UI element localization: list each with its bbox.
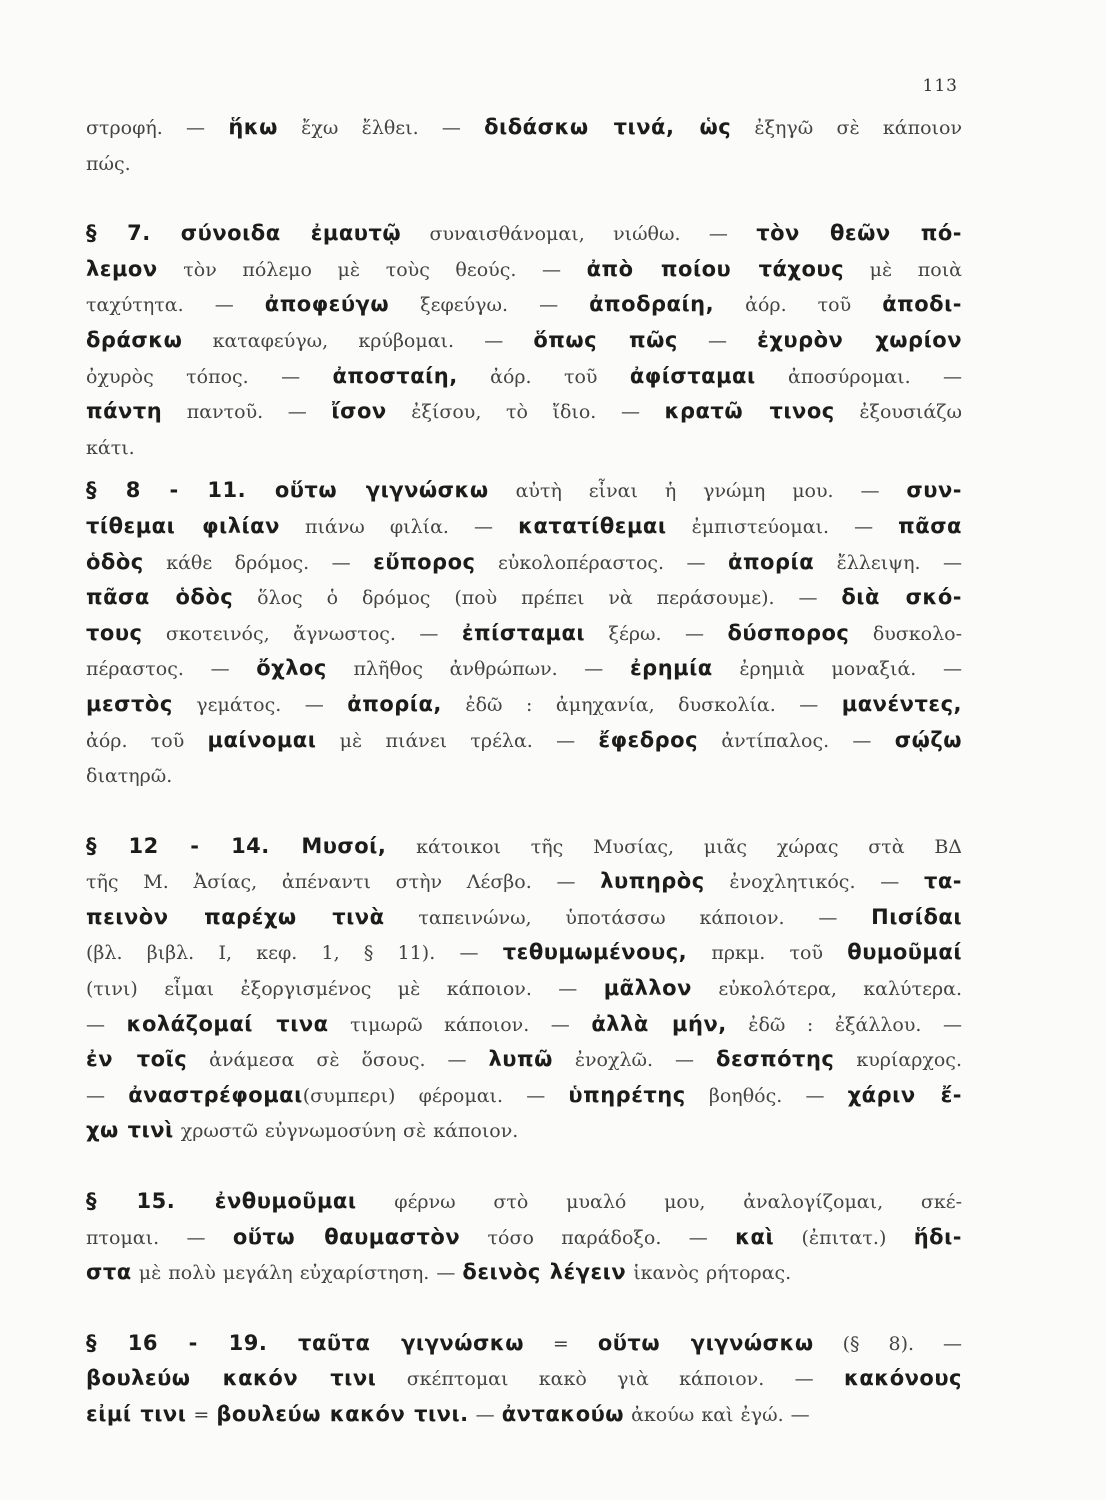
headword: ἴσον — [331, 399, 387, 424]
text-line — [86, 1042, 962, 1078]
definition-text: ξεφεύγω. — — [389, 294, 590, 317]
definition-text: ἐδῶ : ἐξάλλου. — — [726, 1013, 962, 1036]
definition-text: μὲ ποιὰ — [844, 258, 962, 281]
text-line — [86, 580, 962, 616]
headword: § 12 - 14. Μυσοί, — [86, 833, 387, 858]
text-line — [86, 146, 962, 182]
definition-text: μὲ πολὺ μεγάλη εὐχαρίστηση. — — [131, 1262, 463, 1285]
definition-text: ἐδῶ : ἀμηχανία, δυσκολία. — — [441, 693, 842, 716]
text-line — [86, 935, 962, 971]
definition-text: δυσκολο- — [849, 622, 962, 645]
headword: πᾶσα — [898, 513, 962, 538]
headword: ὑπηρέτης — [568, 1082, 686, 1107]
text-line — [86, 758, 962, 794]
definition-text: (ἐπιτατ.) — [774, 1226, 914, 1249]
definition-text: εὐκολότερα, καλύτερα. — [691, 978, 963, 1001]
definition-text: — — [468, 1404, 502, 1426]
text-line — [86, 545, 962, 581]
headword: κρατῶ τινος — [664, 399, 835, 424]
definition-text: φέρνω στὸ μυαλό μου, ἀναλογίζομαι, σκέ- — [356, 1191, 962, 1214]
definition-text: παντοῦ. — — [162, 401, 332, 424]
headword: οὕτω θαυμαστὸν — [232, 1224, 461, 1249]
paragraph-gap — [86, 794, 962, 829]
headword: τεθυμωμένους, — [502, 940, 688, 965]
headword: ἐν τοῖς — [86, 1047, 188, 1072]
definition-text: = — [523, 1332, 598, 1355]
headword: ἀποδι- — [882, 292, 962, 317]
definition-text: τῆς Μ. Ἀσίας, ἀπέναντι στὴν Λέσβο. — — [86, 871, 601, 894]
headword: συν- — [906, 478, 962, 503]
definition-text: ἐνοχλῶ. — — [552, 1049, 717, 1072]
definition-text: διατηρῶ. — [86, 765, 173, 788]
text-line — [86, 1361, 962, 1397]
headword: ὁδὸς — [86, 549, 144, 574]
definition-text: — — [86, 1084, 129, 1107]
headword: στα — [86, 1260, 132, 1285]
headword: μᾶλλον — [603, 976, 692, 1001]
definition-text: ἐξηγῶ σὲ κάποιον — [731, 117, 962, 139]
definition-text: βοηθός. — — [685, 1084, 848, 1107]
headword: τὸν θεῶν πό- — [756, 221, 963, 246]
paragraph-gap — [86, 465, 962, 473]
paragraph-gap — [86, 1149, 962, 1184]
headword: λυπηρὸς — [600, 869, 705, 894]
definition-text: ἀντίπαλος. — — [698, 729, 895, 752]
definition-text: ἐξίσου, τὸ ἴδιο. — — [386, 401, 665, 424]
headword: ἀλλὰ μήν, — [591, 1011, 727, 1036]
text-line — [86, 430, 962, 466]
headword: μαίνομαι — [207, 727, 317, 752]
text-line — [86, 1220, 962, 1256]
text-line — [86, 1113, 962, 1149]
definition-text: — — [677, 329, 758, 352]
definition-text: = — [186, 1404, 217, 1426]
text-line — [86, 216, 962, 252]
definition-text: τιμωρῶ κάποιον. — — [328, 1013, 592, 1036]
definition-text: (τινι) εἶμαι ἐξοργισμένος μὲ κάποιον. — — [86, 978, 604, 1001]
text-line — [86, 1007, 962, 1043]
headword: διδάσκω τινά, ὡς — [484, 115, 732, 139]
definition-text: καταφεύγω, κρύβομαι. — — [182, 329, 534, 352]
headword: βουλεύω κακόν τινι. — [216, 1402, 469, 1426]
text-line — [86, 651, 962, 687]
definition-text: (§ 8). — — [813, 1332, 962, 1355]
definition-text: χρωστῶ εὐγνωμοσύνη σὲ κάποιον. — [173, 1120, 519, 1143]
definition-text: κάθε δρόμος. — — [143, 551, 374, 574]
text-line — [86, 616, 962, 652]
definition-text: ἀποσύρομαι. — — [755, 365, 962, 388]
definition-text: ἐμπιστεύομαι. — — [666, 515, 899, 538]
definition-text: πτομαι. — — [86, 1226, 233, 1249]
definition-text: ἀόρ. τοῦ — [714, 294, 883, 317]
headword: χάριν ἔ- — [847, 1082, 963, 1107]
headword: ἀναστρέφομαι — [128, 1082, 303, 1107]
definition-text: τὸν πόλεμο μὲ τοὺς θεούς. — — [157, 258, 587, 281]
headword: πᾶσα ὁδὸς — [86, 585, 234, 610]
headword: δεσπότης — [716, 1047, 835, 1072]
headword: δεινὸς λέγειν — [462, 1260, 627, 1285]
text-line — [86, 864, 962, 900]
definition-text: κυρίαρχος. — [834, 1049, 962, 1072]
definition-text: ἔχω ἔλθει. — — [277, 117, 485, 139]
headword: θυμοῦμαί — [847, 940, 962, 965]
headword: εἰμί τινι — [86, 1402, 187, 1426]
headword: δύσπορος — [727, 620, 850, 645]
headword: ἥδι- — [913, 1224, 962, 1249]
headword: § 8 - 11. οὕτω γιγνώσκω — [86, 478, 489, 503]
headword: ἐρημία — [629, 656, 713, 681]
headword: διὰ σκό- — [841, 585, 962, 610]
headword: ἀπορία, — [347, 691, 442, 716]
definition-text: ἀνάμεσα σὲ ὅσους. — — [187, 1049, 489, 1072]
text-line — [86, 359, 962, 395]
headword: § 7. σύνοιδα ἐμαυτῷ — [86, 221, 402, 246]
headword: ἀπὸ ποίου τάχους — [586, 256, 845, 281]
headword: μεστὸς — [86, 691, 173, 716]
text-line — [86, 900, 962, 936]
definition-text: ἀκούω καὶ ἐγώ. — — [624, 1404, 810, 1426]
definition-text: ταπεινώνω, ὑποτάσσω κάποιον. — — [384, 906, 872, 929]
definition-text: πιάνω φιλία. — — [279, 515, 519, 538]
definition-text: ξέρω. — — [585, 622, 728, 645]
paragraph-gap — [86, 181, 962, 216]
text-line — [86, 1397, 962, 1433]
definition-text: ἔλλειψη. — — [814, 551, 962, 574]
headword: § 15. ἐνθυμοῦμαι — [86, 1189, 357, 1214]
headword: λυπῶ — [488, 1047, 553, 1072]
headword: ἥκω — [228, 115, 278, 139]
text-line — [86, 829, 962, 865]
headword: κατατίθεμαι — [518, 513, 667, 538]
headword: πάντη — [86, 399, 163, 424]
definition-text: κάτοικοι τῆς Μυσίας, μιᾶς χώρας στὰ ΒΔ — [386, 835, 963, 858]
definition-text: εὐκολοπέραστος. — — [475, 551, 729, 574]
definition-text: (συμπερι) φέρομαι. — — [302, 1084, 569, 1107]
headword: ὄχλος — [256, 656, 327, 681]
definition-text: ἱκανὸς ρήτορας. — [626, 1262, 792, 1285]
definition-text: τόσο παράδοξο. — — [460, 1226, 736, 1249]
headword: χω τινὶ — [86, 1118, 174, 1143]
headword: ἀποδραίη, — [589, 292, 715, 317]
text-line — [86, 1184, 962, 1220]
definition-text: ἀόρ. τοῦ — [86, 729, 208, 752]
text-line — [86, 287, 962, 323]
text-line — [86, 473, 962, 509]
definition-text: ἐρημιὰ μοναξιά. — — [712, 658, 962, 681]
definition-text: στροφή. — — [86, 117, 229, 139]
headword: βουλεύω κακόν τινι — [86, 1366, 377, 1391]
text-line — [86, 252, 962, 288]
definition-text: μὲ πιάνει τρέλα. — — [316, 729, 599, 752]
glossary-text — [86, 110, 962, 1433]
definition-text: (βλ. βιβλ. Ι, κεφ. 1, § 11). — — [86, 942, 503, 965]
definition-text: πέραστος. — — [86, 658, 257, 681]
text-line — [86, 1326, 962, 1362]
definition-text: — — [86, 1013, 127, 1036]
headword: ἀποσταίη, — [332, 363, 458, 388]
definition-text: ταχύτητα. — — [86, 294, 265, 317]
text-line — [86, 394, 962, 430]
headword: ἀντακούω — [501, 1402, 625, 1426]
definition-text: κάτι. — [86, 436, 135, 459]
headword: τίθεμαι φιλίαν — [86, 513, 280, 538]
page-number: 113 — [922, 76, 958, 96]
headword: εὔπορος — [373, 549, 476, 574]
headword: μανέντες, — [841, 691, 962, 716]
text-line — [86, 971, 962, 1007]
definition-text: πρκμ. τοῦ — [687, 942, 848, 965]
headword: ἐπίσταμαι — [461, 620, 586, 645]
definition-text: ἀόρ. τοῦ — [457, 365, 630, 388]
headword: ἔφεδρος — [598, 727, 699, 752]
definition-text: ὀχυρὸς τόπος. — — [86, 365, 333, 388]
headword: ὅπως πῶς — [533, 327, 678, 352]
text-line — [86, 687, 962, 723]
definition-text: συναισθάνομαι, νιώθω. — — [401, 223, 757, 246]
definition-text: ἐνοχλητικός. — — [704, 871, 924, 894]
definition-text: αὐτὴ εἶναι ἡ γνώμη μου. — — [488, 480, 907, 503]
text-line — [86, 723, 962, 759]
headword: δράσκω — [86, 327, 183, 352]
headword: ἀφίσταμαι — [629, 363, 756, 388]
headword: τους — [86, 620, 143, 645]
headword: οὕτω γιγνώσκω — [597, 1330, 814, 1355]
headword: λεμον — [86, 256, 158, 281]
definition-text: γεμάτος. — — [172, 693, 348, 716]
headword: ἀποφεύγω — [264, 292, 390, 317]
headword: Πισίδαι — [871, 904, 963, 929]
headword: πεινὸν παρέχω τινὰ — [86, 904, 385, 929]
headword: σῴζω — [894, 727, 962, 752]
definition-text: ὅλος ὁ δρόμος (ποὺ πρέπει νὰ περάσουμε). — — [233, 587, 842, 610]
headword: ἐχυρὸν χωρίον — [757, 327, 963, 352]
headword: § 16 - 19. ταῦτα γιγνώσκω — [86, 1330, 524, 1355]
text-line — [86, 1255, 962, 1291]
definition-text: ἐξουσιάζω — [834, 401, 963, 424]
text-line — [86, 509, 962, 545]
headword: ἀπορία — [728, 549, 815, 574]
definition-text: σκέπτομαι κακὸ γιὰ κάποιον. — — [376, 1368, 844, 1391]
headword: κολάζομαί τινα — [126, 1011, 329, 1036]
definition-text: πλῆθος ἀνθρώπων. — — [326, 658, 630, 681]
headword: τα- — [923, 869, 962, 894]
definition-text: σκοτεινός, ἄγνωστος. — — [142, 622, 462, 645]
headword: καὶ — [735, 1224, 775, 1249]
paragraph-gap — [86, 1291, 962, 1326]
text-line — [86, 110, 962, 146]
headword: κακόνους — [843, 1366, 962, 1391]
definition-text: πώς. — [86, 152, 131, 175]
text-line — [86, 1078, 962, 1114]
text-line — [86, 323, 962, 359]
